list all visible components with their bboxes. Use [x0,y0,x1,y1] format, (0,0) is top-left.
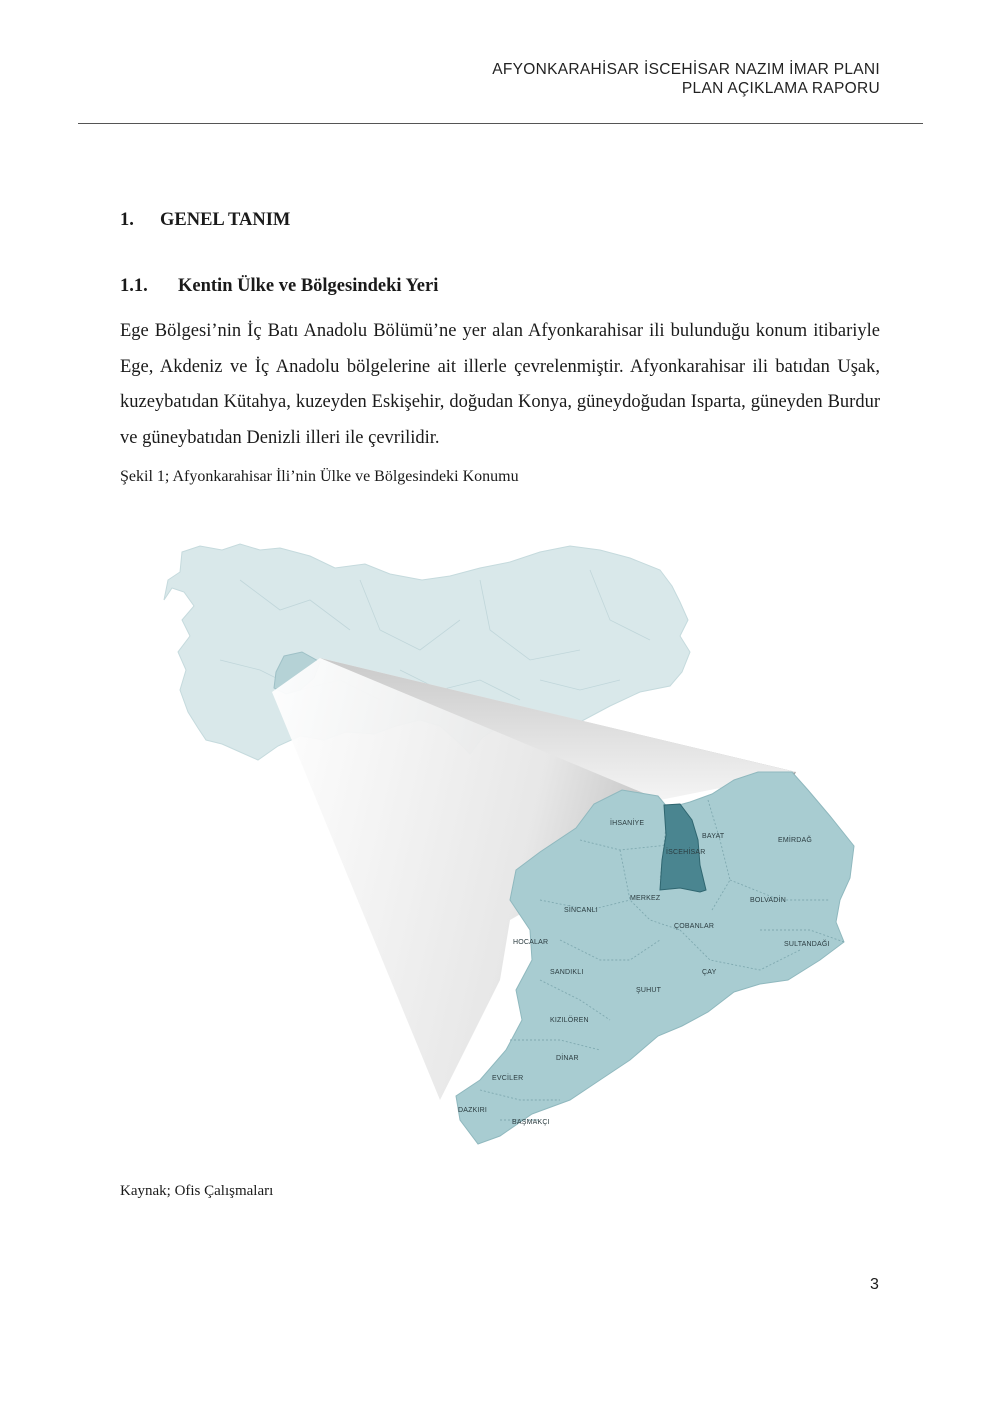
district-label-cobanlar: ÇOBANLAR [674,923,715,930]
page-number: 3 [870,1276,879,1293]
district-label-merkez: MERKEZ [630,895,661,902]
district-label-iscehisar: İSCEHİSAR [666,849,706,856]
header-divider [78,123,923,124]
district-label-emirdag: EMİRDAĞ [778,837,813,844]
location-map [160,540,880,1160]
section-title: GENEL TANIM [160,210,291,230]
district-label-bayat: BAYAT [702,833,725,840]
district-label-dazkiri: DAZKIRI [458,1107,488,1114]
district-label-evciler: EVCİLER [492,1075,524,1082]
subsection-heading [120,276,438,297]
figure-caption: Şekil 1; Afyonkarahisar İli’nin Ülke ve Bölgesindeki Konumu [120,468,519,485]
district-label-suhut: ŞUHUT [636,987,662,994]
district-label-kiziloren: KIZILÖREN [550,1017,589,1024]
district-label-dinar: DİNAR [556,1055,579,1062]
subsection-number: 1.1. [120,276,148,296]
subsection-title: Kentin Ülke ve Bölgesindeki Yeri [178,276,439,296]
district-label-sandikli: SANDIKLI [550,969,584,976]
section-heading [120,210,290,231]
district-label-sincanli: SİNCANLI [564,907,598,914]
header-subtitle: PLAN AÇIKLAMA RAPORU [681,80,880,97]
district-label-basmakci: BAŞMAKÇI [512,1119,550,1126]
district-label-bolvadin: BOLVADİN [750,897,786,904]
location-map-figure [160,540,880,1160]
header-title: AFYONKARAHİSAR İSCEHİSAR NAZIM İMAR PLANI [492,61,880,78]
district-label-ihsaniye: İHSANİYE [610,820,645,827]
district-label-hocalar: HOCALAR [513,939,549,946]
section-number: 1. [120,210,134,230]
body-paragraph: Ege Bölgesi’nin İç Batı Anadolu Bölümü’ne yer alan Afyonkarahisar ili bulunduğu konum itibariyle Ege, Akdeniz ve İç Anadolu bölgelerine ait illerle çevrelenmiştir. Afyonkarahisar ili batıdan Uşak, kuzeybatıdan Kütahya, kuzeyden Eskişehir, doğudan Konya, güneydoğudan Isparta, güneyden Burdur ve güneybatıdan Denizli illeri ile çevrilidir. [120,321,880,448]
figure-source: Kaynak; Ofis Çalışmaları [120,1183,274,1199]
district-label-sultandagi: SULTANDAĞI [784,941,830,948]
district-label-cay: ÇAY [702,969,717,976]
page-header [492,60,880,98]
